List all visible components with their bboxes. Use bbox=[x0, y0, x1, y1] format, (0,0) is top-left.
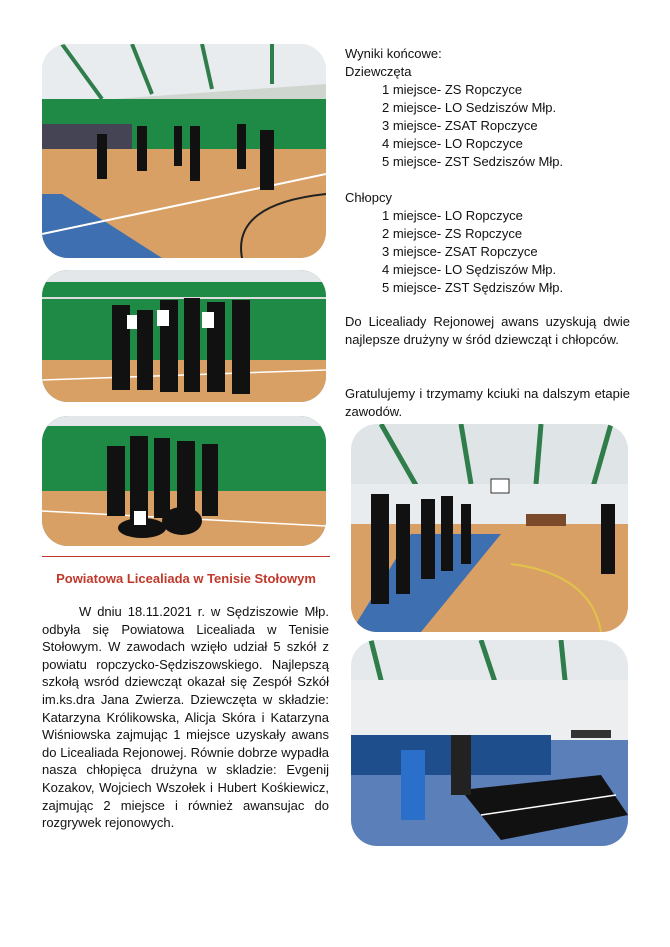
boys-place: 1 miejsce- LO Ropczyce bbox=[382, 208, 523, 223]
boys-heading: Chłopcy bbox=[345, 190, 392, 205]
girls-place: 2 miejsce- LO Sedziszów Młp. bbox=[382, 100, 557, 115]
girls-place: 5 miejsce- ZST Sedziszów Młp. bbox=[382, 154, 564, 169]
girls-place: 4 miejsce- LO Ropczyce bbox=[382, 136, 523, 151]
section-title: Powiatowa Licealiada w Tenisie Stołowym bbox=[56, 571, 316, 586]
girls-place: 1 miejsce- ZS Ropczyce bbox=[382, 82, 523, 97]
girls-place: 3 miejsce- ZSAT Ropczyce bbox=[382, 118, 538, 133]
article-body bbox=[42, 603, 329, 832]
photo-girls-team-diplomas bbox=[42, 270, 326, 402]
article-text: W dniu 18.11.2021 r. w Sędziszowie Młp. odbyła się Powiatowa Licealiada w Tenisie Stołowym. W zawodach wzięło udział 5 szkół z powiatu ropczycko-Sędziszowskiego. Najlepszą szkołą wsród dziewcząt okazał się Zespół Szkół im.ks.dra Jana Zwierza. Dziewczęta w składzie: Katarzyna Królikowska, Alicja Skóra i Katarzyna Wiśniowska zajmując 1 miejsce uzyskały awans do Licealiada Rejonowej. Równie dobrze wypadła nasza chłopięca drużyna w skladzie: Evgenij Kozakov, Wojciech Wszołek i Hubert Kośkiewicz, zajmując 2 miejsce i również awansujac do rozgrywek rejonowych. bbox=[42, 604, 329, 831]
results-heading: Wyniki końcowe: bbox=[345, 46, 442, 61]
section-divider bbox=[42, 556, 330, 557]
results-block bbox=[345, 45, 563, 297]
girls-heading: Dziewczęta bbox=[345, 64, 412, 79]
photo-volleyball-match bbox=[42, 44, 326, 258]
boys-place: 2 miejsce- ZS Ropczyce bbox=[382, 226, 523, 241]
promotion-paragraph: Do Licealiady Rejonowej awans uzyskują dwie najlepsze drużyny w śród dziewcząt i chłopców. bbox=[345, 314, 630, 347]
photo-sports-hall bbox=[351, 424, 628, 632]
congrats-paragraph: Gratulujemy i trzymamy kciuki na dalszym etapie zawodów. bbox=[345, 386, 630, 419]
photo-table-tennis bbox=[351, 640, 628, 846]
boys-place: 4 miejsce- LO Sędziszów Młp. bbox=[382, 262, 557, 277]
photo-team-group bbox=[42, 416, 326, 546]
boys-place: 3 miejsce- ZSAT Ropczyce bbox=[382, 244, 538, 259]
boys-place: 5 miejsce- ZST Sędziszów Młp. bbox=[382, 280, 564, 295]
